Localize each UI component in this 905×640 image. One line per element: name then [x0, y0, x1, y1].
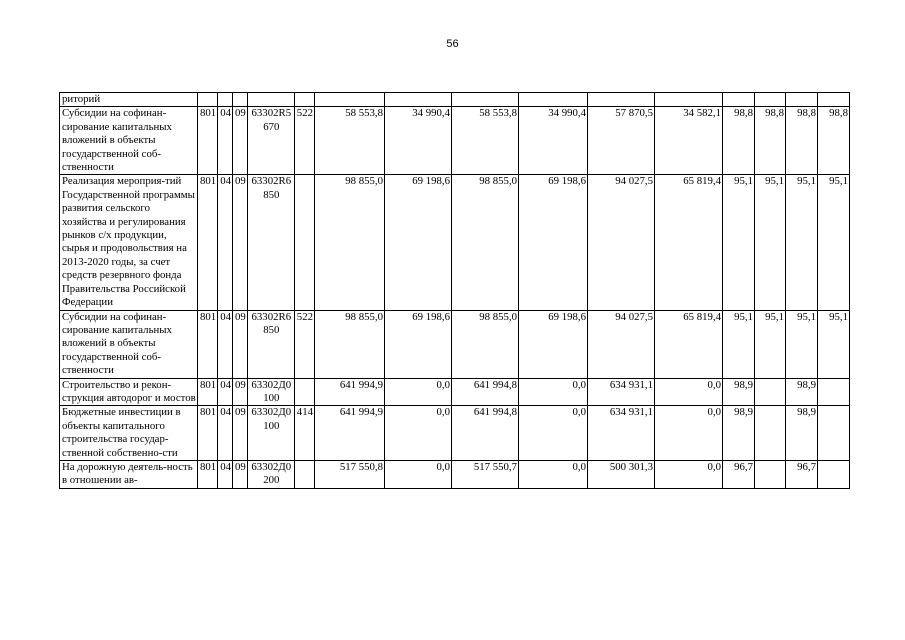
pct-refined-total-cell: 98,9	[786, 406, 818, 461]
subsection-detail-code-cell: 09	[233, 310, 248, 378]
executed-total-cell: 634 931,1	[588, 406, 655, 461]
refined-federal-cell: 0,0	[519, 460, 588, 488]
pct-refined-federal-cell	[818, 93, 850, 107]
pct-refined-total-cell: 98,9	[786, 378, 818, 406]
budget-table	[59, 92, 850, 489]
refined-total-cell: 517 550,7	[452, 460, 519, 488]
table-row	[60, 93, 850, 107]
section-code-cell	[198, 93, 218, 107]
section-code-cell: 801	[198, 107, 218, 175]
subsection-code-cell: 04	[218, 310, 233, 378]
plan-total-cell: 98 855,0	[315, 310, 385, 378]
section-code-cell: 801	[198, 310, 218, 378]
plan-total-cell	[315, 93, 385, 107]
plan-total-cell: 641 994,9	[315, 406, 385, 461]
subsection-detail-code-cell: 09	[233, 175, 248, 310]
row-name-cell: Субсидии на софинан-сирование капитальных вложений в объекты государственной соб-ственности	[60, 310, 198, 378]
pct-refined-federal-cell	[818, 460, 850, 488]
refined-federal-cell: 0,0	[519, 406, 588, 461]
refined-federal-cell: 0,0	[519, 378, 588, 406]
subsection-code-cell: 04	[218, 406, 233, 461]
refined-total-cell: 58 553,8	[452, 107, 519, 175]
refined-total-cell: 98 855,0	[452, 175, 519, 310]
table-row	[60, 460, 850, 488]
pct-refined-total-cell: 98,8	[786, 107, 818, 175]
table-row	[60, 378, 850, 406]
expense-type-cell: 522	[294, 107, 314, 175]
subsection-detail-code-cell	[233, 93, 248, 107]
pct-refined-federal-cell: 95,1	[818, 310, 850, 378]
expense-type-cell: 414	[294, 406, 314, 461]
pct-plan-total-cell: 98,9	[723, 378, 755, 406]
expense-type-cell	[294, 460, 314, 488]
executed-total-cell: 500 301,3	[588, 460, 655, 488]
subsection-code-cell: 04	[218, 378, 233, 406]
target-article-cell: 63302Д0100	[247, 378, 294, 406]
executed-federal-cell: 0,0	[655, 406, 723, 461]
subsection-detail-code-cell: 09	[233, 460, 248, 488]
subsection-code-cell	[218, 93, 233, 107]
pct-plan-total-cell: 98,8	[723, 107, 755, 175]
plan-federal-cell: 0,0	[385, 460, 452, 488]
expense-type-cell	[294, 175, 314, 310]
refined-federal-cell: 69 198,6	[519, 175, 588, 310]
pct-plan-federal-cell	[755, 406, 786, 461]
pct-plan-federal-cell	[755, 378, 786, 406]
expense-type-cell	[294, 378, 314, 406]
pct-plan-federal-cell	[755, 460, 786, 488]
pct-refined-federal-cell	[818, 406, 850, 461]
section-code-cell: 801	[198, 378, 218, 406]
plan-federal-cell: 0,0	[385, 406, 452, 461]
plan-federal-cell: 69 198,6	[385, 310, 452, 378]
row-name-cell: На дорожную деятель-ность в отношении ав-	[60, 460, 198, 488]
section-code-cell: 801	[198, 406, 218, 461]
plan-federal-cell	[385, 93, 452, 107]
plan-total-cell: 517 550,8	[315, 460, 385, 488]
pct-refined-federal-cell: 95,1	[818, 175, 850, 310]
executed-federal-cell: 34 582,1	[655, 107, 723, 175]
pct-refined-total-cell: 96,7	[786, 460, 818, 488]
pct-refined-total-cell: 95,1	[786, 310, 818, 378]
executed-total-cell: 634 931,1	[588, 378, 655, 406]
refined-federal-cell	[519, 93, 588, 107]
executed-total-cell: 57 870,5	[588, 107, 655, 175]
target-article-cell: 63302Д0100	[247, 406, 294, 461]
pct-refined-federal-cell: 98,8	[818, 107, 850, 175]
pct-plan-federal-cell: 95,1	[755, 310, 786, 378]
subsection-detail-code-cell: 09	[233, 378, 248, 406]
subsection-code-cell: 04	[218, 107, 233, 175]
expense-type-cell: 522	[294, 310, 314, 378]
row-name-cell: риторий	[60, 93, 198, 107]
pct-plan-total-cell: 96,7	[723, 460, 755, 488]
pct-refined-federal-cell	[818, 378, 850, 406]
pct-plan-total-cell: 95,1	[723, 310, 755, 378]
subsection-detail-code-cell: 09	[233, 406, 248, 461]
plan-total-cell: 641 994,9	[315, 378, 385, 406]
executed-total-cell: 94 027,5	[588, 310, 655, 378]
refined-federal-cell: 34 990,4	[519, 107, 588, 175]
target-article-cell: 63302R6850	[247, 310, 294, 378]
section-code-cell: 801	[198, 460, 218, 488]
table-row	[60, 406, 850, 461]
row-name-cell: Реализация мероприя-тий Государственной программы развития сельского хозяйства и регулирования рынков с/х продукции, сырья и продовольствия на 2013-2020 годы, за счет средств резервного фонда Правительства Российской Федерации	[60, 175, 198, 310]
executed-federal-cell: 0,0	[655, 460, 723, 488]
subsection-code-cell: 04	[218, 460, 233, 488]
pct-refined-total-cell	[786, 93, 818, 107]
refined-federal-cell: 69 198,6	[519, 310, 588, 378]
target-article-cell	[247, 93, 294, 107]
pct-plan-total-cell: 98,9	[723, 406, 755, 461]
plan-federal-cell: 0,0	[385, 378, 452, 406]
executed-federal-cell	[655, 93, 723, 107]
section-code-cell: 801	[198, 175, 218, 310]
pct-plan-total-cell: 95,1	[723, 175, 755, 310]
plan-total-cell: 98 855,0	[315, 175, 385, 310]
plan-total-cell: 58 553,8	[315, 107, 385, 175]
executed-total-cell: 94 027,5	[588, 175, 655, 310]
expense-type-cell	[294, 93, 314, 107]
target-article-cell: 63302R5670	[247, 107, 294, 175]
pct-plan-federal-cell: 95,1	[755, 175, 786, 310]
target-article-cell: 63302R6850	[247, 175, 294, 310]
table-row	[60, 107, 850, 175]
refined-total-cell: 641 994,8	[452, 378, 519, 406]
pct-plan-federal-cell	[755, 93, 786, 107]
pct-plan-total-cell	[723, 93, 755, 107]
executed-federal-cell: 65 819,4	[655, 310, 723, 378]
plan-federal-cell: 34 990,4	[385, 107, 452, 175]
pct-plan-federal-cell: 98,8	[755, 107, 786, 175]
refined-total-cell	[452, 93, 519, 107]
subsection-code-cell: 04	[218, 175, 233, 310]
row-name-cell: Строительство и рекон-струкция автодорог и мостов	[60, 378, 198, 406]
table-row	[60, 175, 850, 310]
target-article-cell: 63302Д0200	[247, 460, 294, 488]
executed-federal-cell: 0,0	[655, 378, 723, 406]
row-name-cell: Субсидии на софинан-сирование капитальных вложений в объекты государственной соб-ственности	[60, 107, 198, 175]
table-row	[60, 310, 850, 378]
pct-refined-total-cell: 95,1	[786, 175, 818, 310]
plan-federal-cell: 69 198,6	[385, 175, 452, 310]
refined-total-cell: 98 855,0	[452, 310, 519, 378]
page-number: 56	[446, 38, 459, 50]
subsection-detail-code-cell: 09	[233, 107, 248, 175]
refined-total-cell: 641 994,8	[452, 406, 519, 461]
row-name-cell: Бюджетные инвестиции в объекты капитального строительства государ-ственной собственно-сти	[60, 406, 198, 461]
executed-total-cell	[588, 93, 655, 107]
executed-federal-cell: 65 819,4	[655, 175, 723, 310]
